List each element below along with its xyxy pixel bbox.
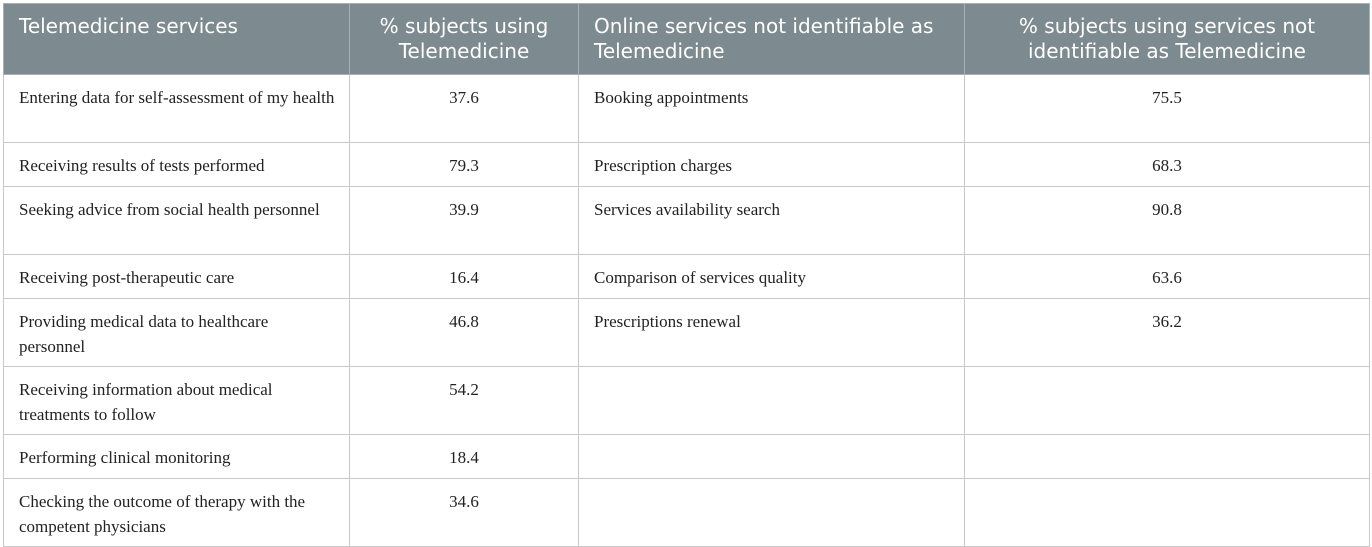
header-percent-telemedicine: % subjects using Telemedicine — [350, 4, 579, 75]
online-service-cell: Prescriptions renewal — [579, 299, 965, 367]
online-percent-cell — [965, 367, 1370, 435]
telemedicine-percent-cell: 54.2 — [350, 367, 579, 435]
telemedicine-percent-cell: 39.9 — [350, 187, 579, 255]
telemedicine-percent-cell: 46.8 — [350, 299, 579, 367]
online-percent-cell — [965, 479, 1370, 547]
table-row — [4, 299, 1370, 367]
header-online-services: Online services not identifiable as Telemedicine — [579, 4, 965, 75]
telemedicine-service-cell: Entering data for self-assessment of my health — [4, 75, 350, 143]
header-row — [4, 4, 1370, 75]
telemedicine-service-cell: Receiving results of tests performed — [4, 143, 350, 187]
telemedicine-service-cell: Providing medical data to healthcare personnel — [4, 299, 350, 367]
telemedicine-percent-cell: 79.3 — [350, 143, 579, 187]
online-service-cell — [579, 367, 965, 435]
telemedicine-service-cell: Checking the outcome of therapy with the competent physicians — [4, 479, 350, 547]
telemedicine-service-cell: Seeking advice from social health personnel — [4, 187, 350, 255]
table-row — [4, 255, 1370, 299]
online-percent-cell: 63.6 — [965, 255, 1370, 299]
online-service-cell — [579, 435, 965, 479]
header-percent-online: % subjects using services not identifiable as Telemedicine — [965, 4, 1370, 75]
online-service-cell — [579, 479, 965, 547]
table-row — [4, 187, 1370, 255]
online-service-cell: Services availability search — [579, 187, 965, 255]
telemedicine-table — [3, 3, 1370, 547]
online-percent-cell: 68.3 — [965, 143, 1370, 187]
online-percent-cell: 36.2 — [965, 299, 1370, 367]
online-percent-cell: 90.8 — [965, 187, 1370, 255]
table-row — [4, 479, 1370, 547]
telemedicine-service-cell: Performing clinical monitoring — [4, 435, 350, 479]
online-service-cell: Booking appointments — [579, 75, 965, 143]
telemedicine-percent-cell: 37.6 — [350, 75, 579, 143]
online-percent-cell: 75.5 — [965, 75, 1370, 143]
online-percent-cell — [965, 435, 1370, 479]
telemedicine-percent-cell: 34.6 — [350, 479, 579, 547]
header-telemedicine-services: Telemedicine services — [4, 4, 350, 75]
table-body — [4, 75, 1370, 547]
telemedicine-percent-cell: 16.4 — [350, 255, 579, 299]
table-row — [4, 75, 1370, 143]
telemedicine-service-cell: Receiving information about medical treatments to follow — [4, 367, 350, 435]
table-row — [4, 367, 1370, 435]
telemedicine-percent-cell: 18.4 — [350, 435, 579, 479]
online-service-cell: Prescription charges — [579, 143, 965, 187]
table-header — [4, 4, 1370, 75]
table-row — [4, 435, 1370, 479]
online-service-cell: Comparison of services quality — [579, 255, 965, 299]
telemedicine-service-cell: Receiving post-therapeutic care — [4, 255, 350, 299]
table-row — [4, 143, 1370, 187]
